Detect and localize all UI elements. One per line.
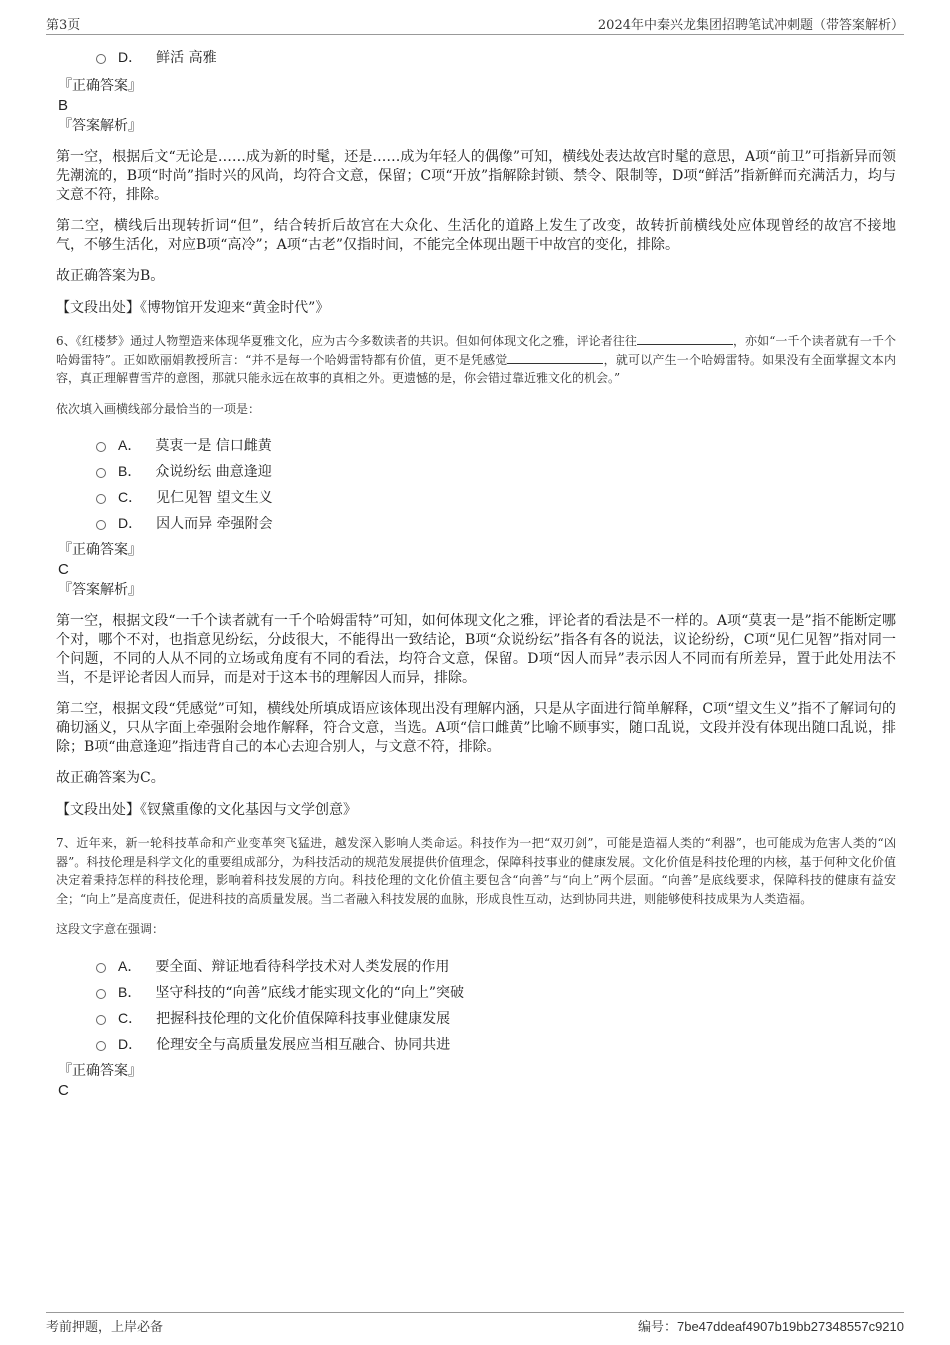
option-letter: D． [118,49,143,65]
q7-option-a[interactable] [96,953,896,979]
q6-option-c[interactable] [96,484,896,510]
q6-prompt: 依次填入画横线部分最恰当的一项是： [56,401,261,416]
option-letter: D． [118,515,143,531]
q6-answer: C [58,561,69,578]
fill-blank-1 [637,332,733,345]
radio-icon[interactable] [96,1015,106,1025]
option-letter: A． [118,437,142,453]
q6-analysis-p1: 第一空，根据文段“一千个读者就有一千个哈姆雷特”可知，如何体现文化之雅，评论者的看法是不一样的。A项“莫衷一是”指不能断定哪个对，哪个不对，也指意见纷纭，分歧很大，不能得出一致结论，B项“众说纷纭”指各有各的说法，议论纷纷，C项“见仁见智”指对同一个问题，不同的人从不同的立场或角度有不同的看法，均符合文意，保留。D项“因人而异”表示因人不同而有所差异，置于此处用法不当，不是评论者因人而异，而是对于这本书的理解因人而异，排除。 [56,613,896,686]
option-text: 伦理安全与高质量发展应当相互融合、协同共进 [156,1036,451,1053]
page-header [46,14,904,35]
option-text: 莫衷一是 信口雌黄 [155,438,272,454]
radio-icon[interactable] [96,989,106,999]
radio-icon[interactable] [96,54,106,64]
option-text: 众说纷纭 曲意逢迎 [155,464,272,480]
option-letter: D． [118,1035,143,1052]
option-text: 坚守科技的“向善”底线才能实现文化的“向上”突破 [155,984,464,1001]
q6-source: 【文段出处】《钗黛重像的文化基因与文学创意》 [56,802,357,818]
q6-analysis-label: 『答案解析』 [58,582,142,598]
option-text: 要全面、辩证地看待科学技术对人类发展的作用 [155,958,450,975]
q6-stem-part1: 6、《红楼梦》通过人物塑造来体现华夏雅文化，应为古今多数读者的共识。但如何体现文化之雅，评论者往往 [56,334,637,348]
option-text: 鲜活 高雅 [156,50,217,66]
fill-blank-2 [507,351,603,364]
q6-option-b[interactable] [96,458,896,484]
q7-stem: 7、近年来，新一轮科技革命和产业变革突飞猛进，越发深入影响人类命运。科技作为一把“双刃剑”，可能是造福人类的“利器”，也可能成为危害人类的“凶器”。科技伦理是科学文化的重要组成部分，为科技活动的规范发展提供价值理念，保障科技事业的健康发展。文化价值是科技伦理的内核，基于何种文化价值决定着秉持怎样的科技伦理，影响着科技发展的方向。科技伦理的文化价值主要包含“向善”与“向上”两个层面。“向善”是底线要求，保障科技的健康有益安全；“向上”是高度责任，促进科技的高质量发展。当二者融入科技发展的血脉，形成良性互动，达到协同共进，则能够使科技成果为人类造福。 [56,836,896,906]
option-text: 见仁见智 望文生义 [156,490,273,506]
q6-option-a[interactable] [96,432,896,458]
radio-icon[interactable] [96,468,106,478]
document-code [638,1316,904,1335]
q5-analysis-label: 『答案解析』 [58,118,142,134]
option-letter: A． [118,957,142,974]
q6-answer-label: 『正确答案』 [58,542,142,558]
q6-analysis-p2: 第二空，根据文段“凭感觉”可知，横线处所填成语应该体现出没有理解内涵，只是从字面进行简单解释，C项“望文生义”指不了解词句的确切涵义，只从字面上牵强附会地作解释，符合文意，当选。A项“信口雌黄”比喻不顾事实，随口乱说，文段并没有体现出随口乱说，排除；B项“曲意逢迎”指违背自己的本心去迎合别人，与文意不符，排除。 [56,701,896,755]
q7-option-c[interactable] [96,1005,896,1031]
q5-answer-label: 『正确答案』 [58,78,142,94]
q7-answer-label: 『正确答案』 [58,1062,142,1079]
radio-icon[interactable] [96,494,106,504]
code-label: 编号： [637,1320,677,1335]
footer-slogan: 考前押题，上岸必备 [46,1320,164,1335]
radio-icon[interactable] [96,442,106,452]
q5-source: 【文段出处】《博物馆开发迎来“黄金时代”》 [56,300,330,316]
option-text: 把握科技伦理的文化价值保障科技事业健康发展 [156,1010,451,1027]
page-number: 第3页 [46,18,81,33]
q6-analysis-conclusion: 故正确答案为C。 [56,770,165,786]
q7-prompt: 这段文字意在强调： [56,922,165,936]
option-letter: C． [118,489,143,505]
q5-analysis-p2: 第二空，横线后出现转折词“但”，结合转折后故宫在大众化、生活化的道路上发生了改变，故转折前横线处应体现曾经的故宫不接地气，不够生活化，对应B项“高冷”；A项“古老”仅指时间，不能完全体现出题干中故宫的变化，排除。 [56,218,896,253]
q6-option-d[interactable] [96,510,896,536]
radio-icon[interactable] [96,1041,106,1051]
q5-answer: B [58,97,69,114]
code-value: 7be47ddeaf4907b19bb27348557c9210 [676,1319,904,1334]
radio-icon[interactable] [96,520,106,530]
q5-analysis-conclusion: 故正确答案为B。 [56,268,165,284]
q7-answer: C [58,1081,69,1099]
option-letter: B． [118,983,142,1000]
q7-option-d[interactable] [96,1031,896,1057]
option-letter: C． [118,1009,143,1026]
q6-stem [56,332,896,388]
document-title: 2024年中秦兴龙集团招聘笔试冲刺题（带答案解析） [597,18,904,33]
q5-analysis-p1: 第一空，根据后文“无论是……成为新的时髦，还是……成为年轻人的偶像”可知，横线处表达故宫时髦的意思，A项“前卫”可指新异而领先潮流的，B项“时尚”指时兴的风尚，均符合文意，保留；C项“开放”指解除封锁、禁令、限制等，D项“鲜活”指新鲜而充满活力，均与文意不符，排除。 [56,149,896,203]
q6-stem-part3: ，就可以产生一个哈姆雷特。如果没有全面掌握文本内容，真正理解曹雪芹的意图，那就只能永远在故事的真相之外。更遗憾的是，你会错过靠近雅文化的机会。” [56,352,896,385]
radio-icon[interactable] [96,963,106,973]
page-content [56,44,896,1101]
q5-option-d[interactable] [96,44,896,70]
q6-stem-part2: ，亦如“一千个读者就有一千个哈姆雷特”。正如欧丽娟教授所言：“并不是每一个哈姆雷特都有价值，更不是凭感觉 [56,334,896,367]
option-text: 因人而异 牵强附会 [156,516,273,532]
q7-option-b[interactable] [96,979,896,1005]
page-footer [46,1312,904,1335]
option-letter: B． [118,463,142,479]
